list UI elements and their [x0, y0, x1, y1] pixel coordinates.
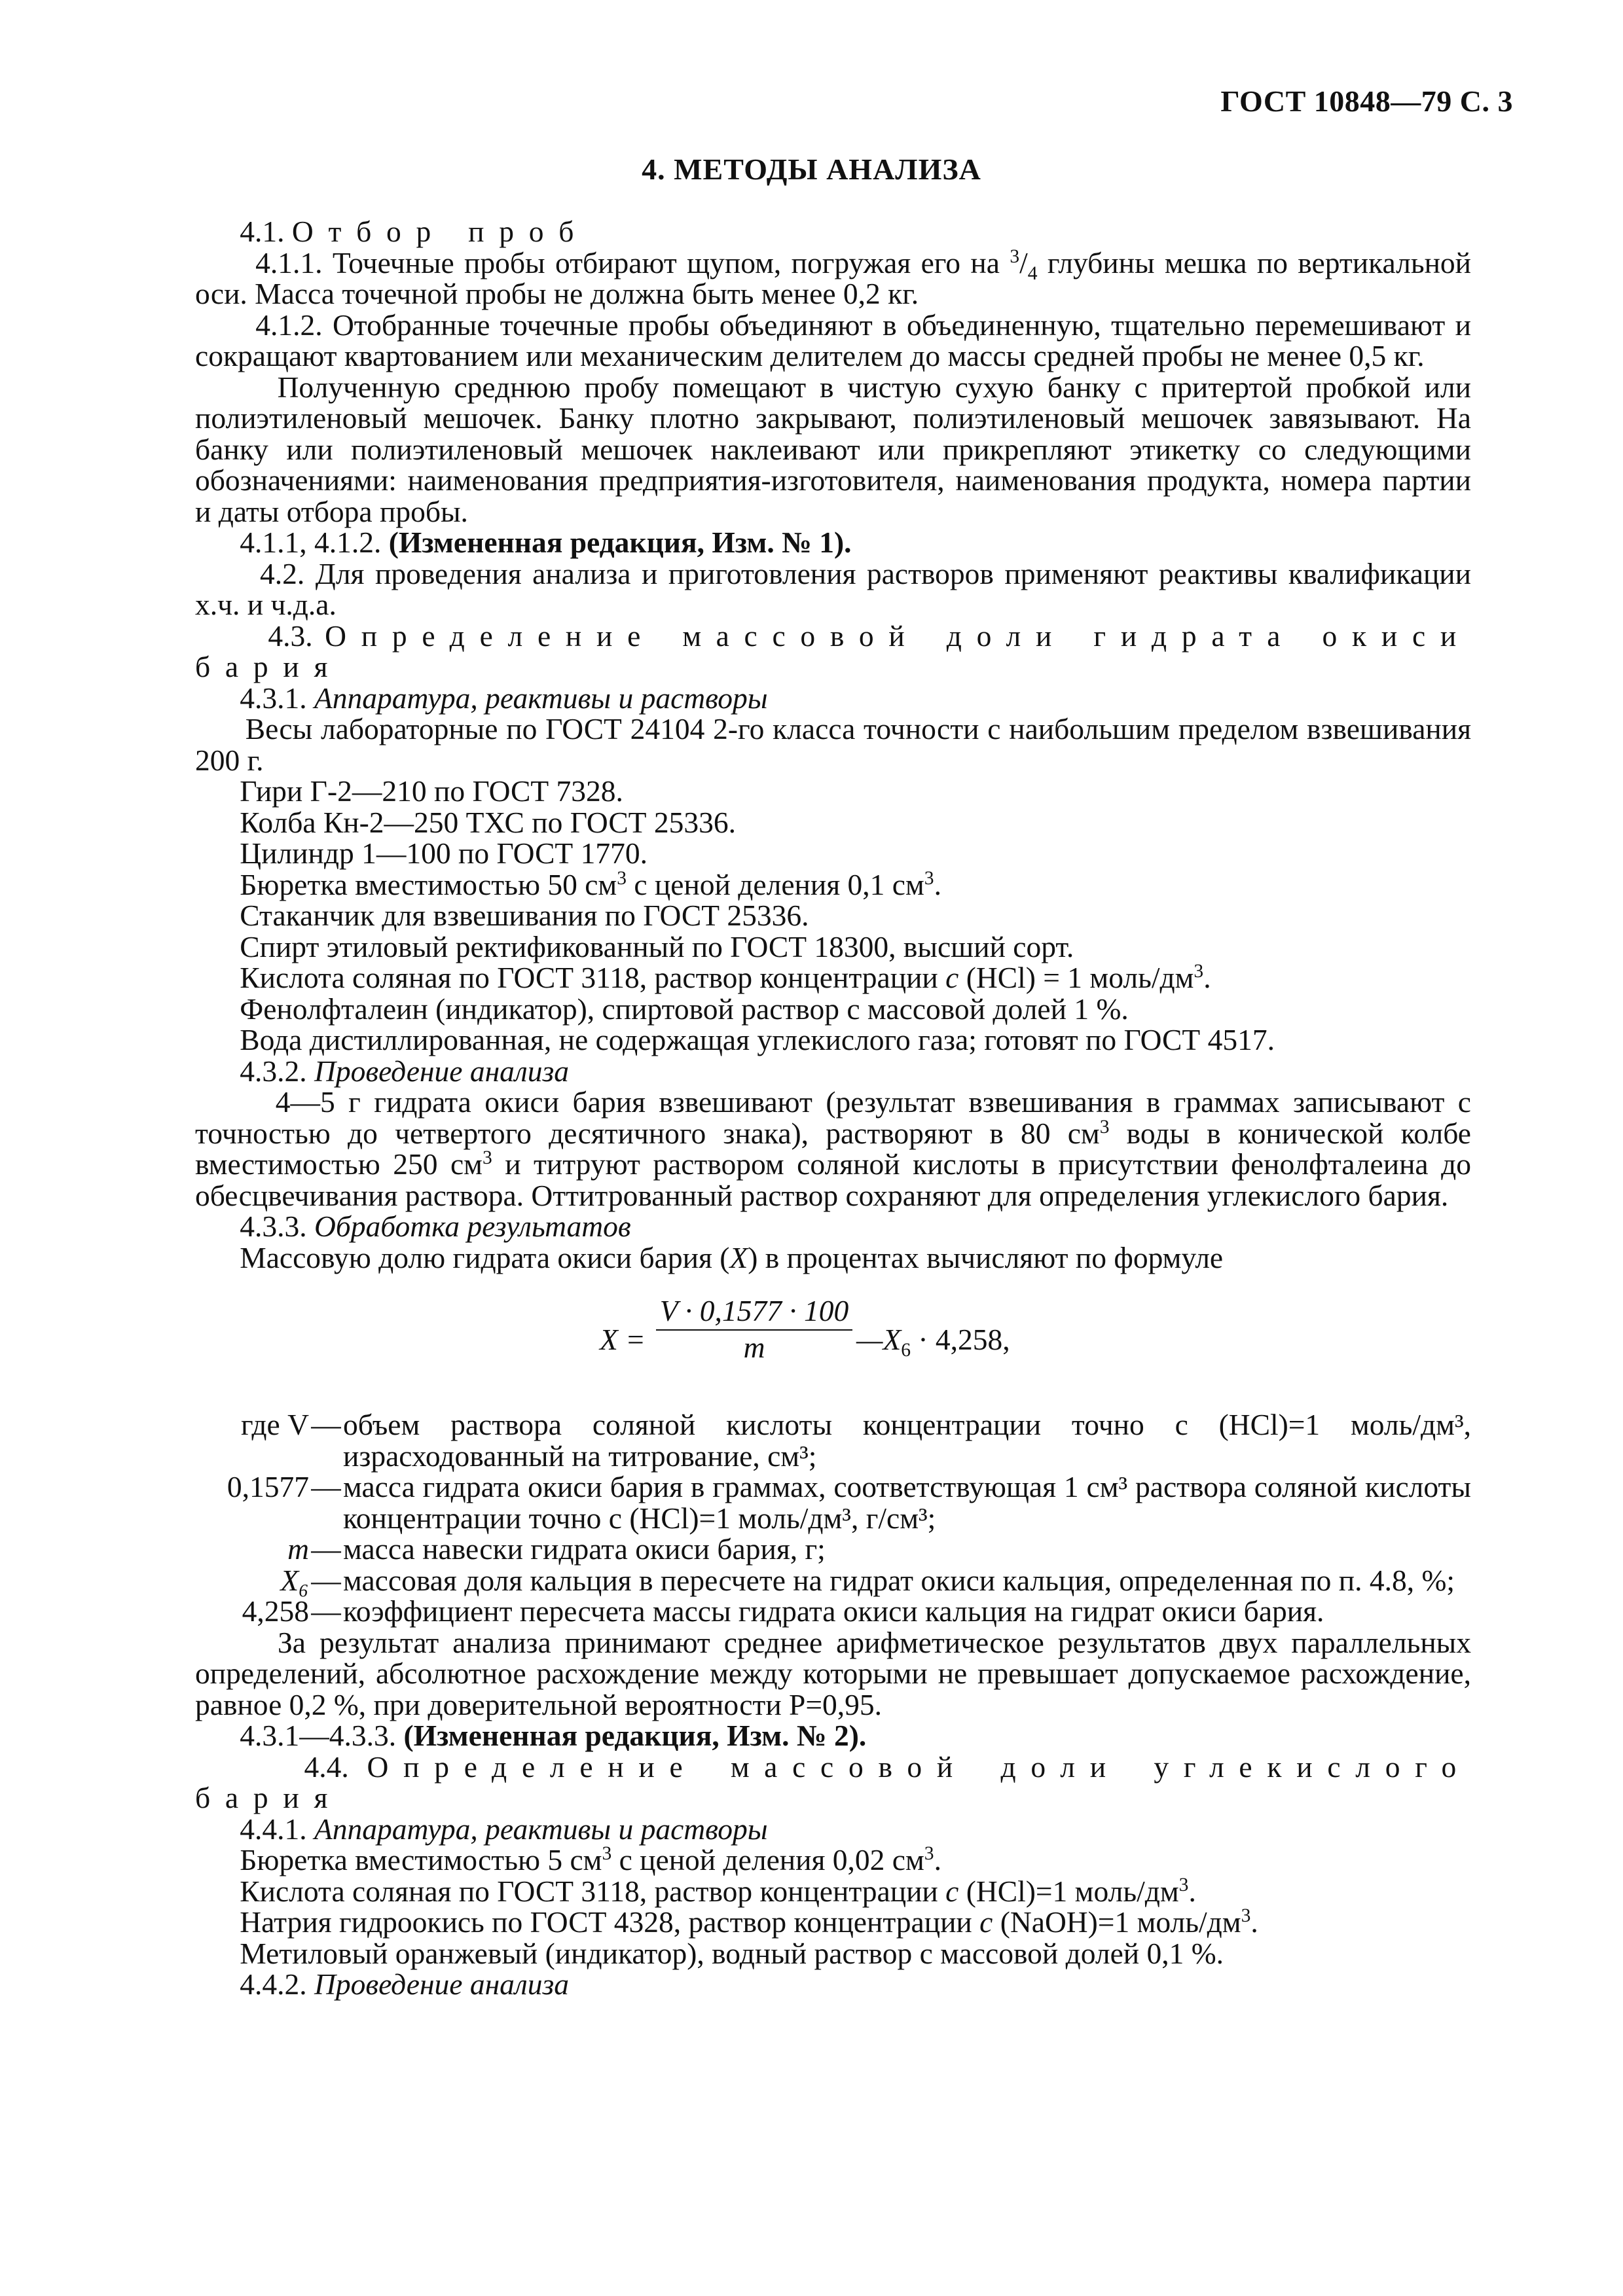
- list-item-text: Кислота соляная по ГОСТ 3118, раствор концентрации: [240, 961, 938, 994]
- list-item: Бюретка вместимостью 50 $см^3$ с ценой деления 0,1 $см^3$.: [240, 867, 941, 901]
- superscript: 3: [1194, 960, 1204, 982]
- fraction-denominator: 4: [1027, 262, 1038, 284]
- fraction-numerator: 3: [1010, 245, 1020, 267]
- list-item: [195, 900, 1471, 931]
- list-item-text: Спирт этиловый ректификованный по ГОСТ 18300, высший сорт.: [240, 929, 1074, 963]
- clause-number: 4.3.: [268, 619, 313, 653]
- sub-heading-title: Проведение анализа: [314, 1967, 569, 2001]
- clause-number: 4.4.1.: [240, 1812, 307, 1846]
- list-item-text: Натрия гидроокись по ГОСТ 4328, раствор концентрации: [240, 1905, 972, 1939]
- list-item-text: Кислота соляная по ГОСТ 3118, раствор концентрации: [240, 1874, 938, 1908]
- paragraph-text: 4.1.2. Отобранные точечные пробы объединяют в объединенную, тщательно перемешивают и сокращают квартованием или механическим делителем до массы средней пробы не менее 0,5 кг.: [195, 308, 1472, 372]
- list-item-text: Метиловый оранжевый (индикатор), водный раствор с массовой долей 0,1 %.: [240, 1936, 1224, 1970]
- list-item: [195, 1938, 1471, 1969]
- variable: c: [945, 961, 959, 994]
- list-item: [195, 807, 1471, 838]
- paragraph-text: 4.2. Для проведения анализа и приготовления растворов применяют реактивы квалификации х.ч. и ч.д.а.: [195, 556, 1471, 621]
- list-item: [195, 994, 1471, 1025]
- formula-fraction: [656, 1295, 852, 1363]
- amendment-text: (Измененная редакция, Изм. № 2).: [403, 1719, 867, 1752]
- variable: X: [729, 1240, 748, 1274]
- legend-symbol: 4,258: [242, 1594, 309, 1628]
- paragraph: [195, 372, 1471, 528]
- superscript: 3: [617, 867, 627, 889]
- legend-description: коэффициент пересчета массы гидрата окиси кальция на гидрат окиси бария.: [343, 1594, 1324, 1628]
- sub-heading: [195, 1969, 1471, 2000]
- sub-heading-title: Аппаратура, реактивы и растворы: [314, 681, 768, 715]
- superscript: 3: [602, 1842, 612, 1864]
- superscript: 3: [1178, 1874, 1189, 1895]
- paragraph: [195, 558, 1471, 620]
- paragraph-text: Полученную среднюю пробу помещают в чистую сухую банку с притертой пробкой или полиэтиленовый мешочек. Банку плотно закрывают, полиэтиленовый мешочек завязывают. На банку или полиэтиленовый мешочек наклеивают или прикрепляют этикетку со следующими обозначениями: наименования предприятия-изготовителя, наименования продукта, номера партии и даты отбора пробы.: [195, 370, 1471, 528]
- list-item: Натрия гидроокись по ГОСТ 4328, раствор концентрации c (NaOH)=1 моль/$дм^3$.: [240, 1905, 1258, 1939]
- formula-term: —X: [856, 1323, 902, 1356]
- legend-symbol: 0,1577: [227, 1470, 309, 1503]
- list-item-text: (HCl) = 1 моль/дм: [966, 961, 1194, 994]
- legend-description: масса гидрата окиси бария в граммах, соответствующая 1 см³ раствора соляной кислоты концентрации точно c (HCl)=1 моль/дм³, г/см³;: [343, 1470, 1471, 1535]
- legend-row: 0,1577 — масса гидрата окиси бария в граммах, соответствующая 1 см³ раствора соляной кислоты концентрации точно c (HCl)=1 моль/дм³, г/см³;: [195, 1471, 1471, 1534]
- list-item-text: с ценой деления 0,1 см: [626, 867, 924, 901]
- legend-row: 4,258 — коэффициент пересчета массы гидрата окиси кальция на гидрат окиси бария.: [195, 1596, 1471, 1627]
- subsection-heading: [195, 216, 1471, 247]
- paragraph-text: ) в процентах вычисляют по формуле: [748, 1240, 1224, 1274]
- superscript: 3: [924, 867, 934, 889]
- list-item-text: Бюретка вместимостью 5 см: [240, 1843, 602, 1876]
- paragraph-text: глубины мешка по вертикальной оси. Масса точечной пробы не должна быть менее 0,2 кг.: [195, 245, 1472, 310]
- variable: c: [979, 1905, 993, 1939]
- legend-row: где V — объем раствора соляной кислоты концентрации точно c (HCl)=1 моль/дм³, израсходованный на титрование, см³;: [195, 1409, 1471, 1471]
- list-item-text: с ценой деления 0,02 см: [611, 1843, 924, 1876]
- list-item-text: Весы лабораторные по ГОСТ 24104 2-го класса точности с наибольшим пределом взвешивания 200 г.: [195, 712, 1472, 777]
- clause-number: 4.4.2.: [240, 1967, 307, 2001]
- legend-symbol: m: [287, 1532, 309, 1566]
- paragraph: 4.1.1. Точечные пробы отбирают щупом, погружая его на $^3/_4$ глубины мешка по вертикальной оси. Масса точечной пробы не должна быть менее 0,2 кг.: [195, 245, 1472, 310]
- formula-numerator: V · 0,1577 · 100: [656, 1295, 852, 1331]
- amendment-clauses: 4.1.1, 4.1.2.: [240, 526, 382, 559]
- paragraph: [195, 1086, 1471, 1211]
- list-item-text: (NaOH)=1 моль/дм: [1000, 1905, 1241, 1939]
- paragraph-text: 4.1.1. Точечные пробы отбирают щупом, погружая его на: [255, 245, 1000, 279]
- list-item-text: Фенолфталеин (индикатор), спиртовой раствор с массовой долей 1 %.: [240, 992, 1129, 1026]
- legend-description: объем раствора соляной кислоты концентрации точно c (HCl)=1 моль/дм³, израсходованный на титрование, см³;: [343, 1408, 1471, 1473]
- paragraph: [195, 1627, 1471, 1721]
- list-item: [195, 1024, 1471, 1056]
- legend-row: X₆ — массовая доля кальция в пересчете на гидрат окиси кальция, определенная по п. 4.8, %;: [195, 1565, 1471, 1596]
- formula-denominator: m: [743, 1330, 765, 1364]
- sub-heading: [195, 683, 1471, 714]
- paragraph-text: 4—5 г гидрата окиси бария взвешивают (результат взвешивания в граммах записывают с точностью до четвертого десятичного знака), растворяют в 80 см: [195, 1085, 1471, 1150]
- legend-description: масса навески гидрата окиси бария, г;: [343, 1532, 826, 1566]
- list-item-text: Цилиндр 1—100 по ГОСТ 1770.: [240, 836, 647, 870]
- amendment-note: [195, 1720, 1471, 1751]
- subsection-heading: [195, 1751, 1471, 1814]
- legend-row: m — масса навески гидрата окиси бария, г;: [195, 1534, 1471, 1565]
- subsection-title: Отбор проб: [291, 215, 589, 248]
- document-body: [195, 216, 1471, 2000]
- formula-lhs: X =: [600, 1323, 646, 1356]
- subscript: 6: [901, 1340, 911, 1361]
- paragraph: [195, 1242, 1471, 1274]
- list-item-text: (HCl)=1 моль/дм: [966, 1874, 1179, 1908]
- formula-legend: [195, 1409, 1471, 1627]
- sub-heading-title: Проведение анализа: [314, 1054, 569, 1088]
- formula-term: · 4,258,: [911, 1323, 1010, 1356]
- sub-heading-title: Аппаратура, реактивы и растворы: [314, 1812, 768, 1846]
- list-item-text: Гири Г-2—210 по ГОСТ 7328.: [240, 774, 623, 808]
- running-header: ГОСТ 10848—79 С. 3: [1220, 84, 1513, 118]
- section-title: 4. МЕТОДЫ АНАЛИЗА: [642, 152, 981, 186]
- list-item: [195, 931, 1471, 963]
- amendment-note: [195, 527, 1471, 558]
- list-item: Бюретка вместимостью 5 $см^3$ с ценой деления 0,02 $см^3$.: [240, 1842, 941, 1876]
- clause-number: 4.4.: [304, 1749, 349, 1784]
- amendment-clauses: 4.3.1—4.3.3.: [240, 1719, 397, 1752]
- superscript: 3: [1241, 1905, 1251, 1926]
- legend-symbol: X₆: [280, 1563, 309, 1597]
- variable: c: [945, 1874, 959, 1908]
- sub-heading: [195, 1211, 1471, 1242]
- list-item-text: Бюретка вместимостью 50 см: [240, 867, 617, 901]
- clause-number: 4.3.2.: [240, 1054, 307, 1088]
- list-item: Кислота соляная по ГОСТ 3118, раствор концентрации c (HCl) = 1 моль/$дм^3$.: [240, 960, 1211, 994]
- formula-rhs: [856, 1323, 1010, 1361]
- clause-number: 4.3.1.: [240, 681, 307, 715]
- list-item: [195, 713, 1471, 776]
- list-item: [195, 776, 1471, 807]
- subsection-heading: [195, 620, 1471, 683]
- list-item-text: Колба Кн-2—250 ТХС по ГОСТ 25336.: [240, 805, 736, 839]
- paragraph-text: воды в конической колбе вместимостью 250 см: [195, 1116, 1471, 1181]
- legend-symbol: где V: [241, 1408, 309, 1441]
- paragraph-text: За результат анализа принимают среднее арифметическое результатов двух параллельных определений, абсолютное расхождение между которыми не превышает допускаемое расхождение, равное 0,2 %, при доверительной вероятности P=0,95.: [195, 1625, 1471, 1721]
- sub-heading: [195, 1814, 1471, 1845]
- paragraph-text: и титруют раствором соляной кислоты в присутствии фенолфталеина до обесцвечивания раствора. Оттитрованный раствор сохраняют для определения углекислого бария.: [195, 1147, 1471, 1212]
- sub-heading: [195, 1056, 1471, 1087]
- subsection-title: Определение массовой доли углекислого бария: [195, 1749, 1472, 1814]
- sub-heading-title: Обработка результатов: [314, 1210, 631, 1243]
- list-item: Кислота соляная по ГОСТ 3118, раствор концентрации c (HCl)=1 моль/$дм^3$.: [240, 1874, 1196, 1908]
- list-item-text: Вода дистиллированная, не содержащая углекислого газа; готовят по ГОСТ 4517.: [240, 1023, 1275, 1056]
- list-item-text: Стаканчик для взвешивания по ГОСТ 25336.: [240, 899, 809, 932]
- formula: [195, 1295, 1471, 1393]
- paragraph: [195, 310, 1471, 372]
- legend-description: массовая доля кальция в пересчете на гидрат окиси кальция, определенная по п. 4.8, %;: [343, 1563, 1455, 1597]
- superscript: 3: [482, 1147, 492, 1168]
- list-item: [195, 838, 1471, 869]
- clause-number: 4.3.3.: [240, 1210, 307, 1243]
- amendment-text: (Измененная редакция, Изм. № 1).: [388, 526, 852, 559]
- paragraph-text: Массовую долю гидрата окиси бария (: [240, 1240, 730, 1274]
- clause-number: 4.1.: [240, 215, 285, 248]
- subsection-title: Определение массовой доли гидрата окиси бария: [195, 619, 1472, 683]
- superscript: 3: [924, 1842, 934, 1864]
- superscript: 3: [1099, 1116, 1110, 1138]
